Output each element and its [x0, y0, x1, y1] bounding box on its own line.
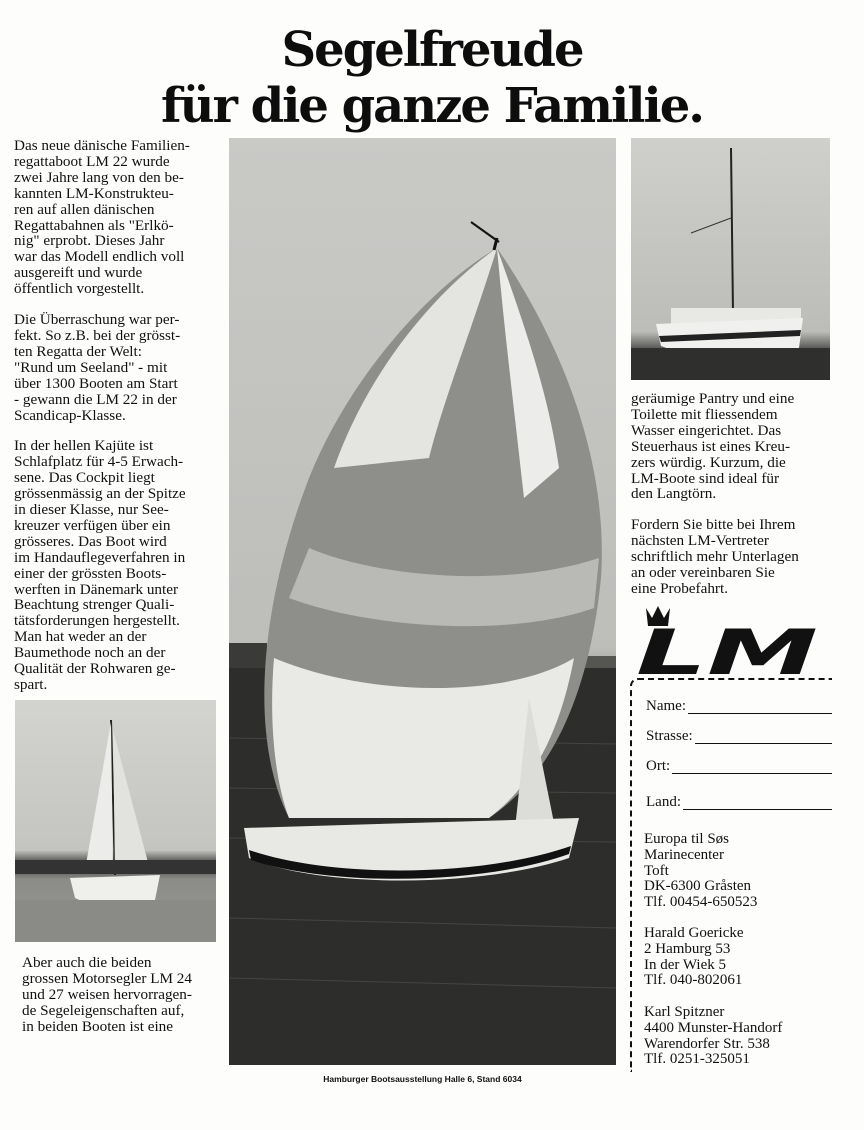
street-field[interactable] — [646, 728, 832, 744]
dealer-2-line-3: In der Wiek 5 — [644, 956, 727, 973]
text-line: Das neue dänische Familien- — [14, 137, 190, 154]
text-line: sene. Das Cockpit liegt — [14, 469, 155, 487]
text-line: an oder vereinbaren Sie — [631, 564, 775, 582]
text-line: Baumethode noch an der — [14, 644, 166, 662]
text-line: Beachtung strenger Quali- — [14, 596, 175, 614]
spinnaker-sailboat-illustration — [229, 138, 616, 1065]
left-column-paragraph — [14, 138, 226, 297]
motorsailer-illustration — [631, 138, 830, 380]
dealer-1-line-2: Marinecenter — [644, 846, 724, 863]
sailboat-illustration — [15, 700, 216, 942]
text-line: Die Überraschung war per- — [14, 311, 180, 329]
text-line: regattaboot LM 22 wurde — [14, 152, 170, 170]
text-line: Steuerhaus ist eines Kreu- — [631, 437, 791, 455]
text-line: zwei Jahre lang von den be- — [14, 168, 184, 186]
street-label: Strasse: — [646, 728, 693, 744]
lm-logo — [632, 604, 822, 676]
left-column-paragraph — [14, 312, 226, 423]
text-line: "Rund um Seeland" - mit — [14, 358, 168, 376]
dealer-1-line-5: Tlf. 00454-650523 — [644, 894, 758, 911]
street-blank-line[interactable] — [695, 731, 832, 744]
text-line: tätsforderungen hergestellt. — [14, 612, 180, 630]
text-line: Schlafplatz für 4-5 Erwach- — [14, 453, 184, 471]
country-blank-line[interactable] — [683, 797, 832, 810]
photo-motorsailer-bottom-left — [15, 700, 216, 942]
text-line: Scandicap-Klasse. — [14, 406, 126, 424]
headline-line-2: für die ganze Familie. — [161, 78, 703, 134]
text-line: In der hellen Kajüte ist — [14, 437, 154, 455]
text-line: de Segeleigenschaften auf, — [22, 1001, 185, 1019]
text-line: grösseres. Das Boot wird — [14, 532, 167, 550]
dealer-1-line-3: Toft — [644, 862, 669, 879]
left-column-paragraph — [14, 438, 226, 693]
text-line: Wasser eingerichtet. Das — [631, 421, 782, 439]
text-line: werften in Dänemark unter — [14, 580, 179, 598]
text-line: Fordern Sie bitte bei Ihrem — [631, 516, 796, 534]
name-blank-line[interactable] — [688, 701, 832, 714]
text-line: kreuzer verfügen über ein — [14, 516, 171, 534]
bottom-left-column-paragraph — [22, 955, 218, 1035]
crown-icon — [632, 604, 822, 676]
text-line: Aber auch die beiden — [22, 954, 152, 971]
text-line: schriftlich mehr Unterlagen — [631, 548, 799, 566]
text-line: ausgereift und wurde — [14, 264, 143, 282]
dealer-3-line-4: Tlf. 0251-325051 — [644, 1051, 750, 1068]
right-column-paragraph — [631, 517, 841, 597]
text-line: im Handauflegeverfahren in — [14, 548, 186, 566]
text-line: fekt. So z.B. bei der grösst- — [14, 326, 181, 344]
text-line: Toilette mit fliessendem — [631, 405, 778, 423]
dealer-1-line-1: Europa til Søs — [644, 831, 729, 847]
text-line: in beiden Booten ist eine — [22, 1017, 173, 1035]
text-line: war das Modell endlich voll — [14, 248, 185, 266]
text-line: spart. — [14, 676, 48, 693]
dealer-2-line-1: Harald Goericke — [644, 925, 744, 941]
text-line: nächsten LM-Vertreter — [631, 532, 769, 550]
text-line: in dieser Klasse, nur See- — [14, 501, 169, 519]
dealer-1-line-4: DK-6300 Gråsten — [644, 878, 752, 895]
dealer-3-line-2: 4400 Munster-Handorf — [644, 1019, 783, 1036]
main-photo-spinnaker-sailboat — [229, 138, 616, 1065]
text-line: zers würdig. Kurzum, die — [631, 453, 786, 471]
text-line: öffentlich vorgestellt. — [14, 280, 145, 298]
text-line: und 27 weisen hervorragen- — [22, 985, 192, 1003]
right-column-paragraph — [631, 391, 841, 502]
dealer-address-1 — [644, 832, 834, 911]
city-field[interactable] — [646, 758, 832, 774]
dealer-address-3 — [644, 1005, 834, 1068]
text-line: - gewann die LM 22 in der — [14, 390, 177, 408]
text-line: eine Probefahrt. — [631, 579, 728, 597]
country-label: Land: — [646, 794, 681, 810]
photo-motorsailer-top-right — [631, 138, 830, 380]
text-line: grossen Motorsegler LM 24 — [22, 969, 192, 987]
dealer-address-2 — [644, 926, 834, 989]
text-line: Qualität der Rohwaren ge- — [14, 660, 176, 678]
lm-logo-text: LM — [636, 616, 818, 676]
bottom-left-column-text — [22, 955, 218, 1050]
dealer-3-line-1: Karl Spitzner — [644, 1004, 725, 1020]
dealer-2-line-2: 2 Hamburg 53 — [644, 940, 731, 957]
order-coupon — [630, 678, 832, 1072]
dealer-2-line-4: Tlf. 040-802061 — [644, 972, 743, 989]
headline-line-1: Segelfreude — [281, 22, 583, 78]
city-blank-line[interactable] — [672, 761, 832, 774]
text-line: über 1300 Booten am Start — [14, 374, 178, 392]
text-line: ten Regatta der Welt: — [14, 342, 142, 360]
text-line: grössenmässig an der Spitze — [14, 485, 186, 503]
city-label: Ort: — [646, 758, 671, 774]
right-column-text — [631, 391, 841, 612]
text-line: Man hat weder an der — [14, 628, 147, 646]
text-line: LM-Boote sind ideal für — [631, 469, 780, 487]
dealer-3-line-3: Warendorfer Str. 538 — [644, 1035, 770, 1052]
text-line: Regattabahnen als "Erlkö- — [14, 216, 174, 234]
text-line: ren auf allen dänischen — [14, 200, 155, 218]
name-field[interactable] — [646, 698, 832, 714]
name-label: Name: — [646, 698, 686, 714]
text-line: einer der grössten Boots- — [14, 564, 167, 582]
country-field[interactable] — [646, 794, 832, 810]
photo-caption: Hamburger Bootsausstellung Halle 6, Stand 6034 — [323, 1074, 522, 1084]
text-line: geräumige Pantry und eine — [631, 390, 795, 407]
text-line: kannten LM-Konstrukteu- — [14, 184, 174, 202]
text-line: den Langtörn. — [631, 485, 717, 503]
left-column-text — [14, 138, 226, 708]
text-line: nig" erprobt. Dieses Jahr — [14, 232, 165, 250]
